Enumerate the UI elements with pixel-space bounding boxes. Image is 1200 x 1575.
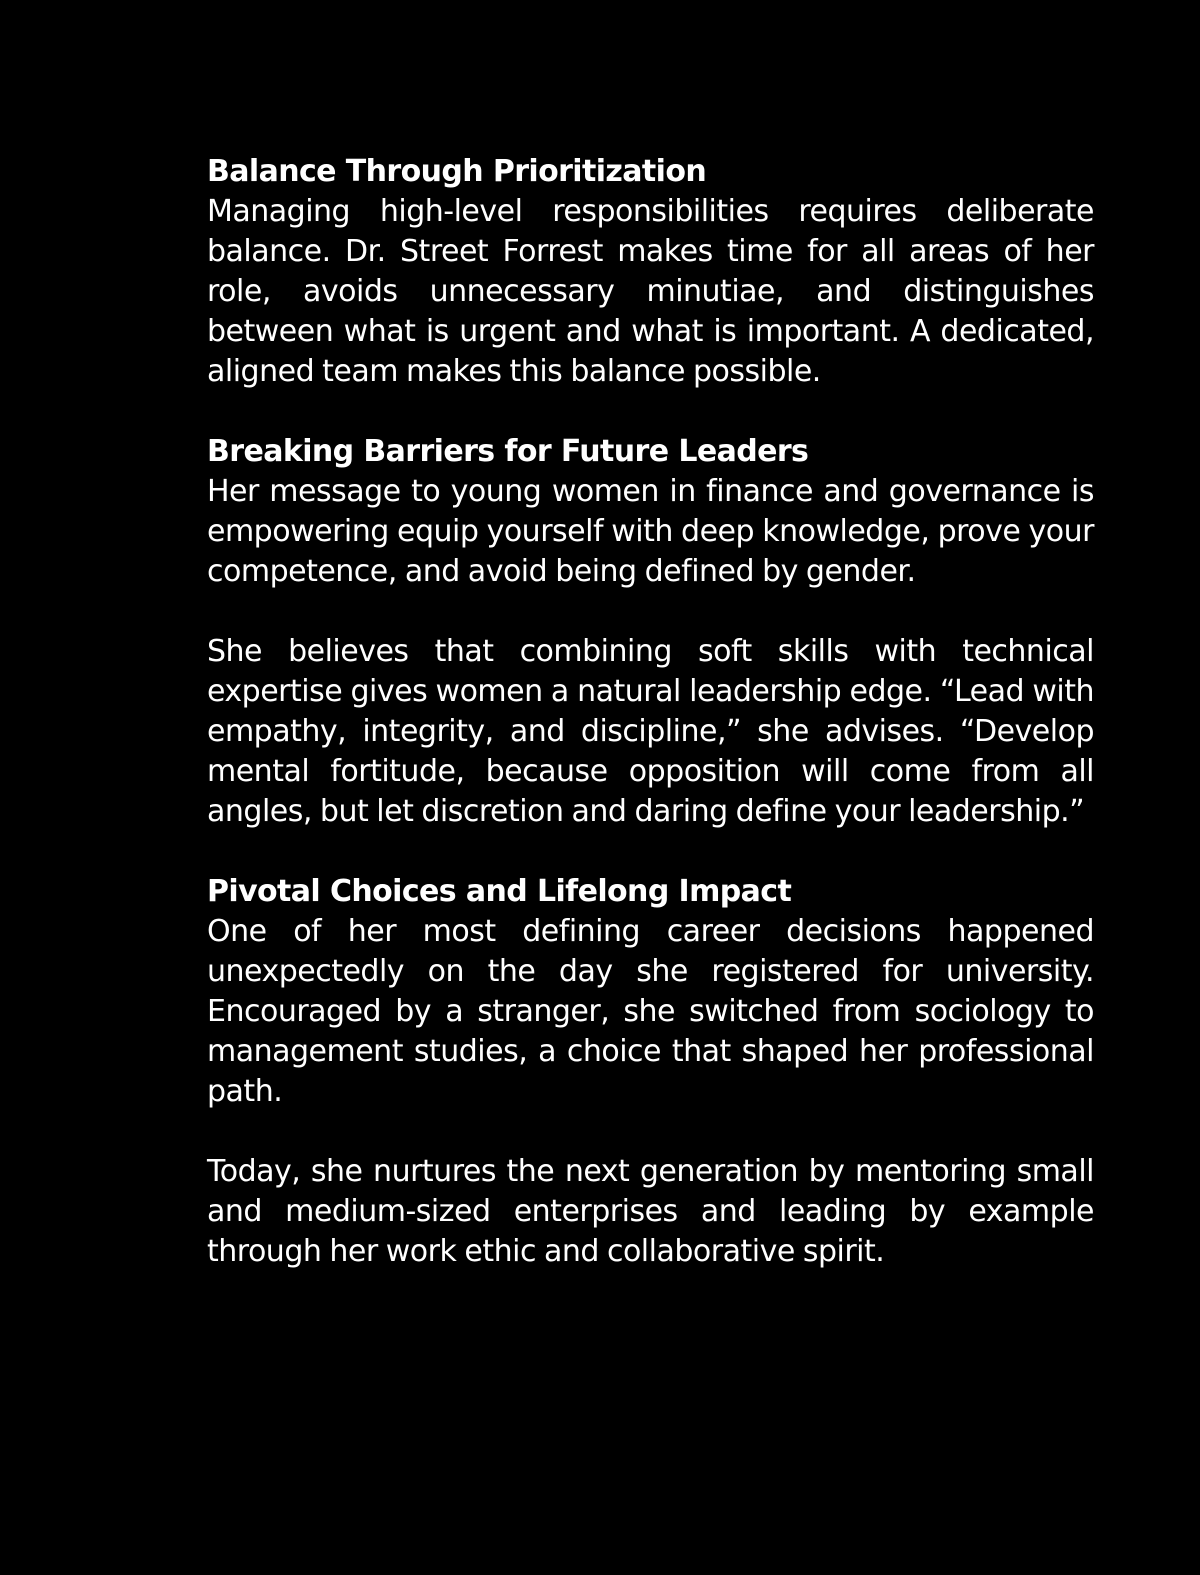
section-paragraph: Managing high-level responsibilities requires deliberate balance. Dr. Street Forrest makes time for all areas of her role, avoids unnecessary minutiae, and distinguishes between what is urgent and what is important. A dedicated, aligned team makes this balance possible. [207, 194, 1094, 389]
section-heading: Breaking Barriers for Future Leaders [207, 434, 809, 469]
section-paragraph: One of her most defining career decisions happened unexpectedly on the day she registered for university. Encouraged by a stranger, she switched from sociology to management studies, a choice that shaped her professional path. [207, 914, 1094, 1109]
section-heading: Balance Through Prioritization [207, 154, 707, 189]
section-barriers [207, 432, 1094, 832]
section-paragraph: Her message to young women in finance and governance is empowering equip yourself with deep knowledge, prove your competence, and avoid being defined by gender. [207, 474, 1094, 589]
article-body [207, 152, 1094, 1312]
section-paragraph: Today, she nurtures the next generation by mentoring small and medium-sized enterprises and leading by example through her work ethic and collaborative spirit. [207, 1154, 1094, 1269]
section-heading: Pivotal Choices and Lifelong Impact [207, 874, 792, 909]
section-pivotal-choices [207, 872, 1094, 1272]
section-paragraph: She believes that combining soft skills with technical expertise gives women a natural leadership edge. “Lead with empathy, integrity, and discipline,” she advises. “Develop mental fortitude, because opposition will come from all angles, but let discretion and daring define your leadership.” [207, 634, 1094, 829]
section-balance [207, 152, 1094, 392]
